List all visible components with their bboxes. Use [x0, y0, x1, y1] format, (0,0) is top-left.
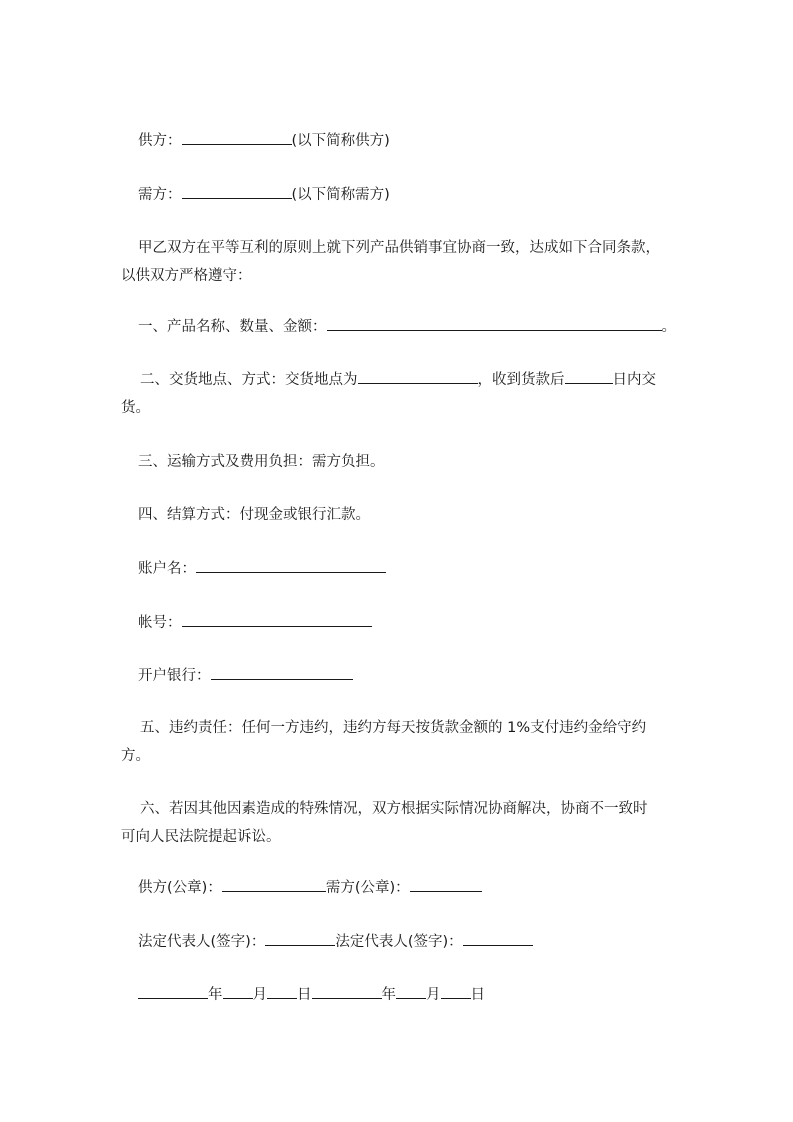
supplier-month-label: 月 [252, 987, 267, 1003]
clause-2-part2: ，收到货款后 [477, 372, 565, 388]
account-no-line [121, 612, 372, 633]
clause-2-line-1 [121, 366, 721, 394]
buyer-label: 需方： [138, 187, 182, 203]
buyer-day-label: 日 [470, 987, 485, 1003]
account-name-blank[interactable] [196, 558, 386, 573]
reps-line [121, 931, 533, 952]
clause-2 [121, 366, 721, 422]
account-name-line [121, 558, 386, 579]
supplier-day-blank[interactable] [267, 984, 297, 999]
supplier-day-label: 日 [297, 987, 312, 1003]
clause-3: 三、运输方式及费用负担：需方负担。 [138, 454, 385, 470]
clause-6-line-2: 可向人民法院提起诉讼。 [121, 829, 281, 845]
supplier-label: 供方： [138, 133, 182, 149]
buyer-note: (以下简称需方) [291, 187, 390, 203]
clause-5-line-2: 方。 [121, 748, 150, 764]
clause-1-text: 一、产品名称、数量、金额： [138, 319, 327, 335]
buyer-day-blank[interactable] [441, 984, 471, 999]
intro-line-2: 以供双方严格遵守： [121, 268, 252, 284]
supplier-seal-label: 供方(公章)： [138, 880, 222, 896]
clause-2-part3: 日内交 [612, 372, 656, 388]
buyer-blank[interactable] [182, 184, 292, 199]
supplier-blank[interactable] [182, 130, 292, 145]
buyer-year-blank[interactable] [312, 984, 382, 999]
bank-blank[interactable] [211, 665, 353, 680]
supplier-rep-blank[interactable] [265, 931, 335, 946]
clause-2-part1: 二、交货地点、方式：交货地点为 [140, 372, 358, 388]
supplier-rep-label: 法定代表人(签字)： [138, 934, 266, 950]
buyer-line [121, 184, 390, 205]
buyer-seal-blank[interactable] [410, 877, 482, 892]
buyer-seal-label: 需方(公章)： [325, 880, 410, 896]
buyer-rep-label: 法定代表人(签字)： [335, 934, 463, 950]
buyer-rep-blank[interactable] [463, 931, 533, 946]
bank-line [121, 665, 353, 686]
intro-paragraph [121, 234, 721, 290]
clause-6-line-1: 六、若因其他因素造成的特殊情况，双方根据实际情况协商解决，协商不一致时 [140, 801, 648, 817]
bank-label: 开户银行： [138, 668, 211, 684]
supplier-line [121, 130, 390, 151]
account-no-blank[interactable] [182, 612, 372, 627]
clause-4: 四、结算方式：付现金或银行汇款。 [138, 507, 370, 523]
buyer-year-label: 年 [381, 987, 396, 1003]
supplier-seal-blank[interactable] [222, 877, 326, 892]
buyer-month-blank[interactable] [396, 984, 426, 999]
clause-2-line-2: 货。 [121, 400, 150, 416]
seals-line [121, 877, 482, 898]
date-line [121, 984, 485, 1005]
clause-5 [121, 714, 721, 770]
product-blank[interactable] [327, 316, 662, 331]
clause-1-end: 。 [661, 319, 676, 335]
clause-1 [121, 316, 676, 337]
supplier-note: (以下简称供方) [291, 133, 390, 149]
clause-6 [121, 795, 721, 851]
account-no-label: 帐号： [138, 615, 182, 631]
supplier-year-blank[interactable] [138, 984, 208, 999]
intro-line-1: 甲乙双方在平等互利的原则上就下列产品供销事宜协商一致，达成如下合同条款， [138, 240, 660, 256]
buyer-month-label: 月 [426, 987, 441, 1003]
clause-5-line-1: 五、违约责任：任何一方违约，违约方每天按货款金额的 1%支付违约金给守约 [140, 720, 647, 736]
account-name-label: 账户名： [138, 561, 196, 577]
supplier-month-blank[interactable] [223, 984, 253, 999]
delivery-place-blank[interactable] [358, 369, 478, 384]
delivery-days-blank[interactable] [565, 369, 613, 384]
supplier-year-label: 年 [208, 987, 223, 1003]
